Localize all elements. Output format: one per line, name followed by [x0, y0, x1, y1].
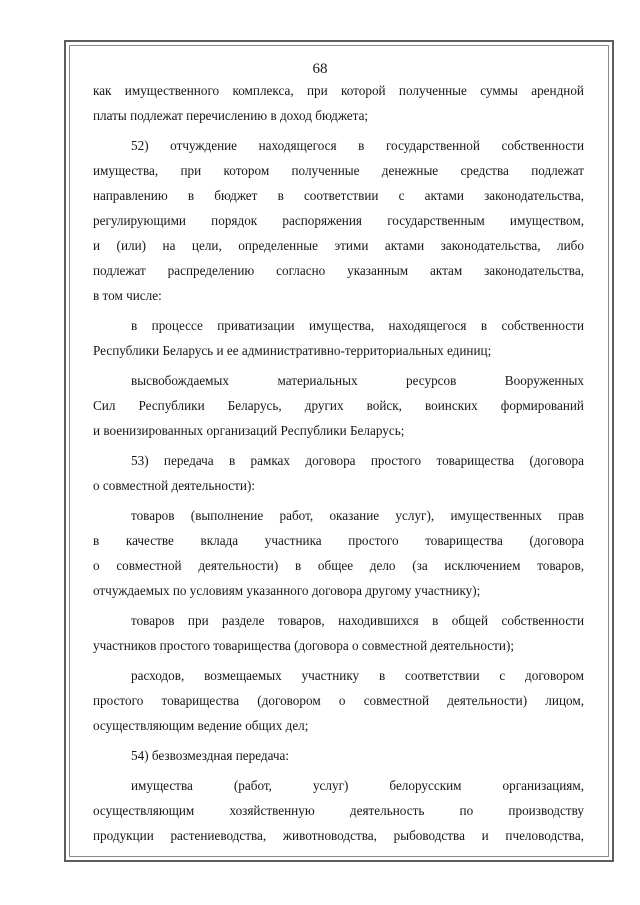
text-line: продукции растениеводства, животноводства, рыбоводства и пчеловодства, [93, 828, 584, 843]
text-line: 53) передача в рамках договора простого товарищества (договора [131, 453, 584, 468]
text-line: и военизированных организаций Республики Беларусь; [93, 423, 405, 438]
text-line: участников простого товарищества (договора о совместной деятельности); [93, 638, 515, 653]
text-line: осуществляющим хозяйственную деятельность по производству [93, 803, 584, 818]
text-line: направлению в бюджет в соответствии с актами законодательства, [93, 188, 584, 203]
text-line: товаров (выполнение работ, оказание услуг), имущественных прав [131, 508, 584, 523]
text-line: имущества (работ, услуг) белорусским организациям, [131, 778, 584, 793]
text-line: подлежат распределению согласно указанным актам законодательства, [93, 263, 584, 278]
text-line: имущества, при котором полученные денежные средства подлежат [93, 163, 584, 178]
text-line: Сил Республики Беларусь, других войск, воинских формирований [93, 398, 584, 413]
text-line: регулирующими порядок распоряжения государственным имуществом, [93, 213, 584, 228]
text-line: высвобождаемых материальных ресурсов Вооруженных [131, 373, 584, 388]
text-line: в том числе: [93, 288, 162, 303]
text-line: о совместной деятельности): [93, 478, 256, 493]
text-line: 54) безвозмездная передача: [131, 748, 290, 763]
text-line: товаров при разделе товаров, находившихся в общей собственности [131, 613, 584, 628]
page-number: 68 [312, 61, 328, 77]
document-body [93, 78, 584, 848]
text-line: расходов, возмещаемых участнику в соответствии с договором [131, 668, 584, 683]
text-line: как имущественного комплекса, при которой полученные суммы арендной [93, 83, 584, 98]
text-line: простого товарищества (договором о совместной деятельности) лицом, [93, 693, 584, 708]
text-line: 52) отчуждение находящегося в государственной собственности [131, 138, 584, 153]
text-line: и (или) на цели, определенные этими актами законодательства, либо [93, 238, 584, 253]
text-line: в качестве вклада участника простого товарищества (договора [93, 533, 584, 548]
text-line: платы подлежат перечислению в доход бюджета; [93, 108, 369, 123]
text-line: Республики Беларусь и ее административно-территориальных единиц; [93, 343, 492, 358]
text-line: осуществляющим ведение общих дел; [93, 718, 309, 733]
text-line: в процессе приватизации имущества, находящегося в собственности [131, 318, 584, 333]
text-line: отчуждаемых по условиям указанного договора другому участнику); [93, 583, 481, 598]
text-line: о совместной деятельности) в общее дело (за исключением товаров, [93, 558, 584, 573]
